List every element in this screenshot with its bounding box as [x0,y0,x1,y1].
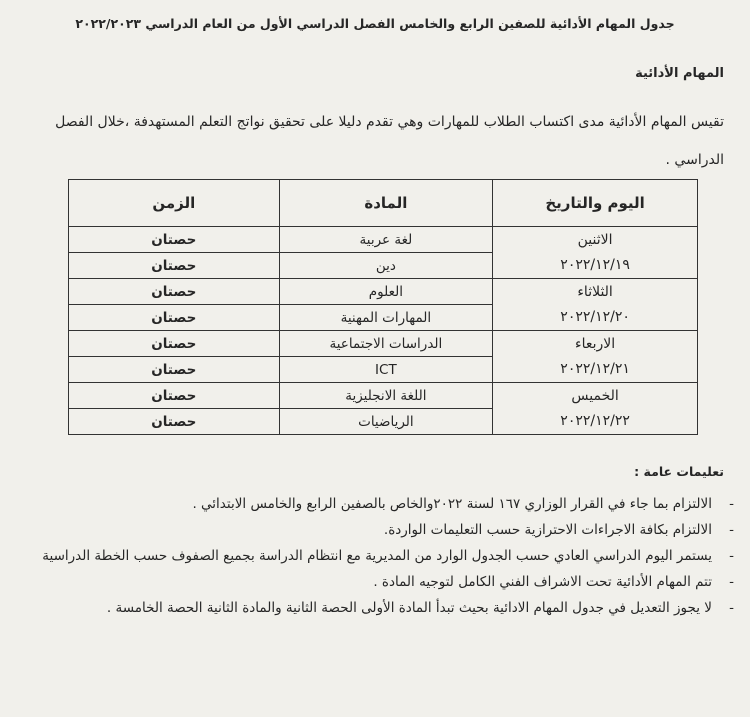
day-name: الاثنين [577,231,613,248]
period-cell: حصتان [69,305,280,331]
subject-cell: دين [279,253,493,279]
period-cell: حصتان [69,383,280,409]
day-cell [493,227,698,279]
day-date: ٢٠٢٢/١٢/١٩ [560,256,630,273]
header-day: اليوم والتاريخ [493,180,698,227]
period-cell: حصتان [69,409,280,435]
note-text: يستمر اليوم الدراسي العادي حسب الجدول الوارد من المديرية مع انتظام الدراسة بجميع الصفوف حسب الخطة الدراسية [42,548,712,564]
list-item [19,596,734,620]
day-cell [493,331,698,383]
note-text: الالتزام بما جاء في القرار الوزاري ١٦٧ لسنة ٢٠٢٢والخاص بالصفين الرابع والخامس الابتدائي . [192,496,712,512]
header-subject: المادة [279,180,493,227]
period-cell: حصتان [69,357,280,383]
notes-label: تعليمات عامة : [634,464,724,479]
note-text: الالتزام بكافة الاجراءات الاحترازية حسب التعليمات الواردة. [383,522,712,538]
subject-cell: العلوم [279,279,493,305]
list-item [19,492,734,516]
subject-cell: لغة عربية [279,227,493,253]
intro-paragraph: تقيس المهام الأدائية مدى اكتساب الطلاب للمهارات وهي تقدم دليلا على تحقيق نواتج التعلم المستهدفة ،خلال الفصل الدراسي . [55,114,724,168]
list-item [19,570,734,594]
day-name: الاربعاء [575,335,616,352]
day-name: الخميس [571,387,619,404]
section-label: المهام الأدائية [635,66,724,81]
bullet-dash: - [729,496,734,512]
period-cell: حصتان [69,331,280,357]
list-item [19,518,734,542]
notes-list [19,492,734,622]
note-text: لا يجوز التعديل في جدول المهام الادائية بحيث تبدأ المادة الأولى الحصة الثانية والمادة الثانية الحصة الخامسة . [106,600,712,616]
schedule-table [68,179,698,435]
day-date: ٢٠٢٢/١٢/٢١ [560,360,630,377]
subject-cell: الرياضيات [279,409,493,435]
subject-cell: ICT [279,357,493,383]
subject-cell: اللغة الانجليزية [279,383,493,409]
table-row [69,227,698,253]
day-name: الثلاثاء [577,283,613,300]
period-cell: حصتان [69,227,280,253]
table-row [69,331,698,357]
note-text: تتم المهام الأدائية تحت الاشراف الفني الكامل لتوجيه المادة . [373,574,712,590]
subject-cell: المهارات المهنية [279,305,493,331]
bullet-dash: - [729,600,734,616]
table-row [69,383,698,409]
day-cell [493,279,698,331]
table-header-row [69,180,698,227]
bullet-dash: - [729,548,734,564]
document-title: جدول المهام الأدائية للصفين الرابع والخامس الفصل الدراسي الأول من العام الدراسي ٢٠٢٢/٢٠٢٣ [75,16,675,31]
day-date: ٢٠٢٢/١٢/٢٠ [560,308,630,325]
list-item [19,544,734,568]
bullet-dash: - [729,574,734,590]
table-row [69,279,698,305]
bullet-dash: - [729,522,734,538]
subject-cell: الدراسات الاجتماعية [279,331,493,357]
day-date: ٢٠٢٢/١٢/٢٢ [560,412,630,429]
period-cell: حصتان [69,253,280,279]
day-cell [493,383,698,435]
header-period: الزمن [69,180,280,227]
period-cell: حصتان [69,279,280,305]
